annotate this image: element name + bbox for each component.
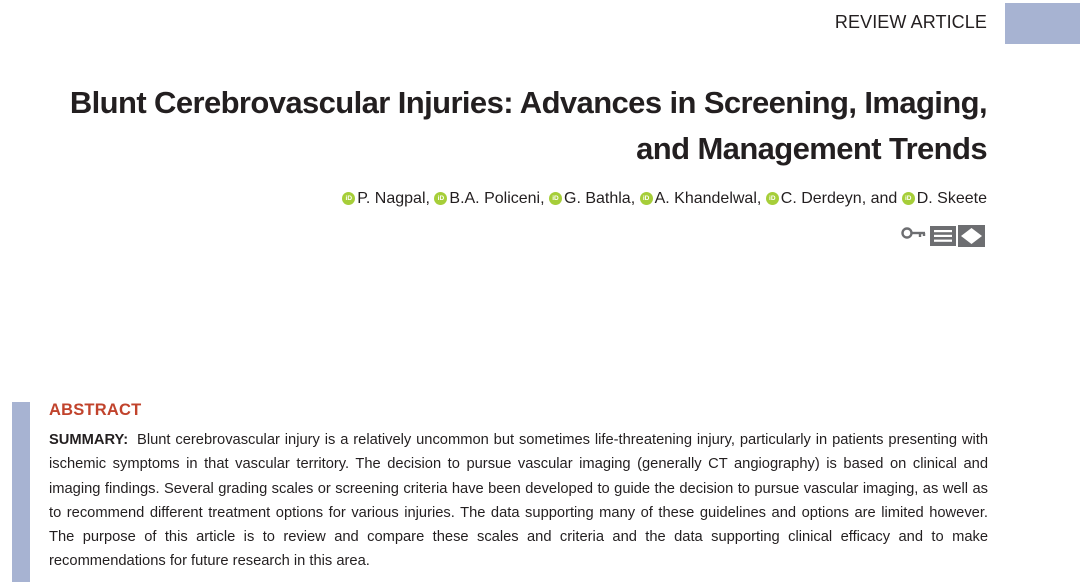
- author-separator: ,: [425, 190, 435, 207]
- author-item[interactable]: [549, 190, 631, 207]
- abstract-heading: ABSTRACT: [49, 401, 142, 419]
- section-accent-tab: [1005, 3, 1080, 44]
- author-separator: ,: [630, 190, 640, 207]
- author-name: D. Skeete: [916, 190, 987, 207]
- key-icon: [903, 229, 926, 238]
- orcid-icon[interactable]: iD: [549, 192, 562, 205]
- orcid-icon[interactable]: iD: [342, 192, 355, 205]
- abstract-summary: [49, 428, 988, 574]
- orcid-icon[interactable]: iD: [434, 192, 447, 205]
- summary-label: SUMMARY:: [49, 432, 129, 448]
- author-item[interactable]: [766, 190, 862, 207]
- title-line-2: and Management Trends: [636, 131, 987, 166]
- orcid-icon[interactable]: iD: [902, 192, 915, 205]
- access-icons: [900, 224, 988, 248]
- author-separator: ,: [756, 190, 766, 207]
- author-name: P. Nagpal: [357, 190, 426, 207]
- author-name: G. Bathla: [564, 190, 631, 207]
- author-separator: ,: [540, 190, 549, 207]
- author-item[interactable]: [640, 190, 757, 207]
- author-name: A. Khandelwal: [654, 190, 757, 207]
- author-separator: , and: [861, 190, 902, 207]
- author-item[interactable]: [434, 190, 540, 207]
- author-name: C. Derdeyn: [780, 190, 862, 207]
- title-line-1: Blunt Cerebrovascular Injuries: Advances in Screening, Imaging,: [69, 85, 987, 120]
- list-icon: [930, 226, 956, 246]
- box-icon: [958, 225, 985, 247]
- orcid-icon[interactable]: iD: [766, 192, 779, 205]
- orcid-icon[interactable]: iD: [640, 192, 653, 205]
- author-list: [342, 190, 987, 208]
- abstract-side-bar: [12, 402, 30, 582]
- author-name: B.A. Policeni: [449, 190, 541, 207]
- author-item[interactable]: [342, 190, 425, 207]
- author-item[interactable]: [902, 190, 987, 207]
- article-title: [7, 80, 987, 172]
- section-label: REVIEW ARTICLE: [834, 12, 987, 32]
- summary-text: Blunt cerebrovascular injury is a relatively uncommon but sometimes life-threatening injury, particularly in patients presenting with ischemic symptoms in that vascular territory. The decision to pursue vascular imaging (generally CT angiography) is based on clinical and imaging findings. Several grading scales or screening criteria have been developed to guide the decision to pursue vascular imaging, as well as to recommend different treatment options for various injuries. The data supporting many of these guidelines and options are limited however. The purpose of this article is to review and compare these scales and criteria and the data supporting clinical efficacy and to make recommendations for future research in this area.: [49, 432, 988, 570]
